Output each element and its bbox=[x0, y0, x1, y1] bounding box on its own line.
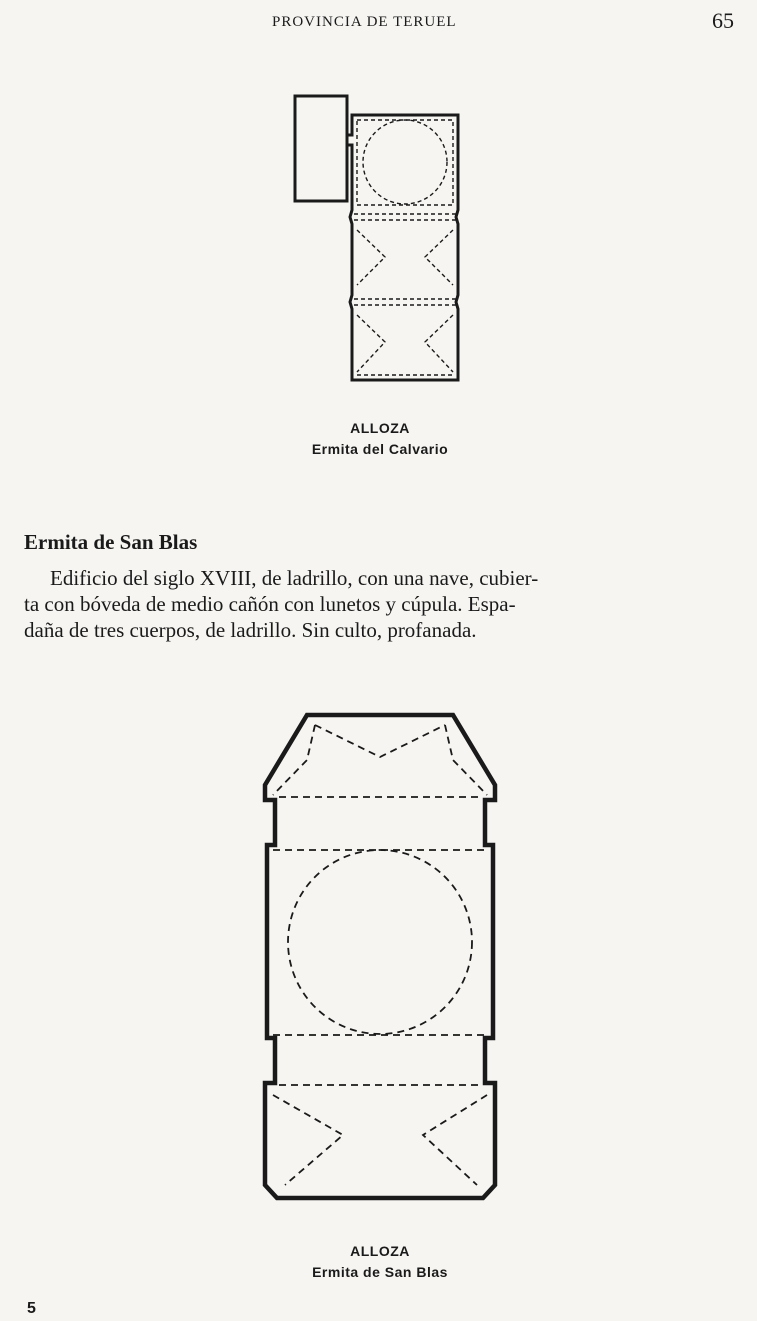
floor-plan-san-blas bbox=[255, 705, 505, 1210]
caption-place: ALLOZA bbox=[350, 1243, 410, 1259]
figure-caption-san-blas bbox=[230, 1241, 530, 1283]
body-line: Edificio del siglo XVIII, de ladrillo, con una nave, cubier- bbox=[50, 566, 539, 590]
caption-name: Ermita de San Blas bbox=[312, 1264, 448, 1280]
caption-place: ALLOZA bbox=[350, 420, 410, 436]
figure-caption-calvario bbox=[230, 418, 530, 460]
body-paragraph bbox=[24, 565, 742, 643]
caption-name: Ermita del Calvario bbox=[311, 441, 449, 457]
section-heading: Ermita de San Blas bbox=[24, 530, 198, 554]
floor-plan-calvario bbox=[290, 90, 465, 385]
running-head: PROVINCIA DE TERUEL bbox=[272, 14, 457, 30]
body-line: ta con bóveda de medio cañón con lunetos y cúpula. Espa- bbox=[24, 592, 516, 616]
body-line: daña de tres cuerpos, de ladrillo. Sin culto, profanada. bbox=[24, 618, 477, 642]
signature-mark: 5 bbox=[27, 1300, 36, 1317]
page-number: 65 bbox=[712, 8, 734, 33]
